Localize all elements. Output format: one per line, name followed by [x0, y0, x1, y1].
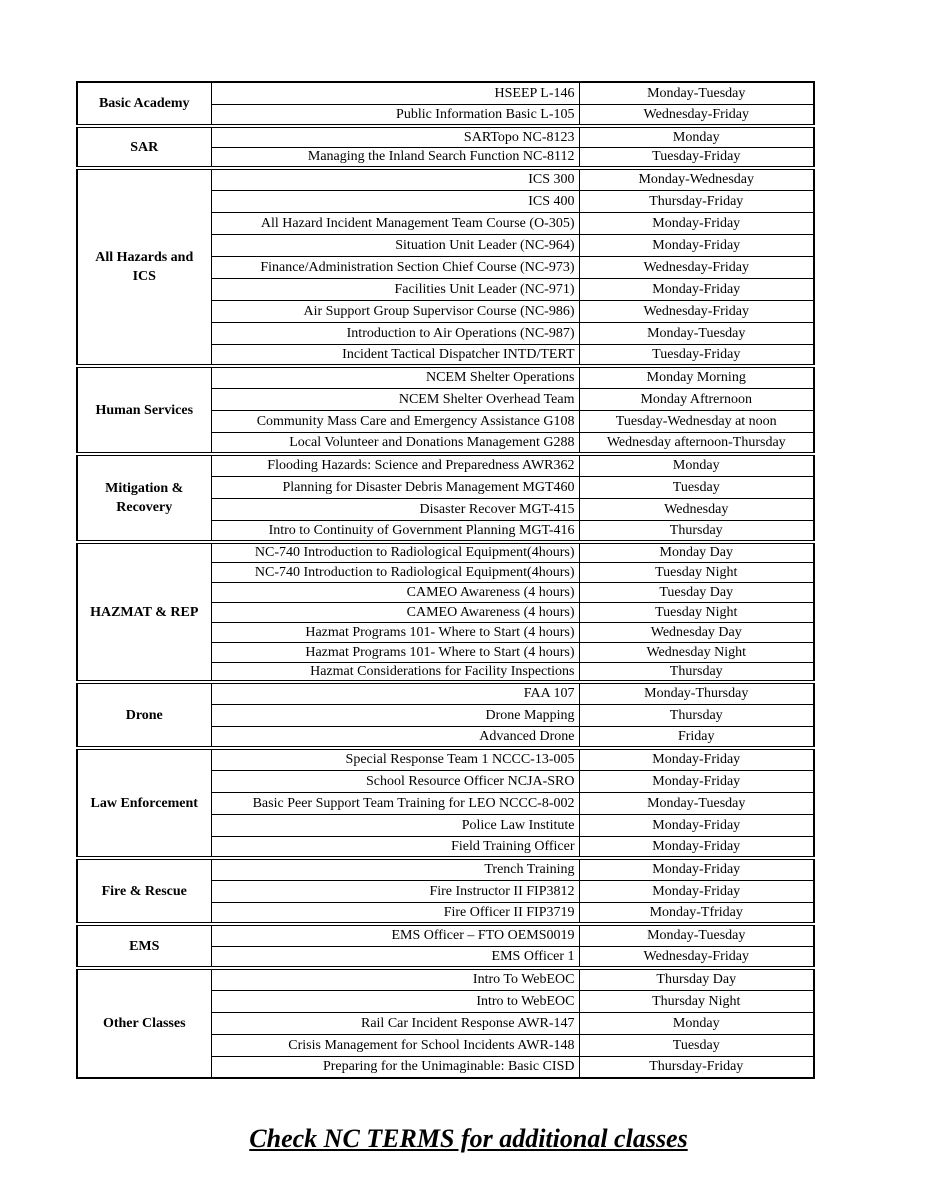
- course-name: NCEM Shelter Operations: [211, 366, 579, 388]
- course-name: Air Support Group Supervisor Course (NC-986): [211, 300, 579, 322]
- course-days: Monday-Tfriday: [579, 902, 814, 924]
- course-name: Managing the Inland Search Function NC-8112: [211, 147, 579, 168]
- course-days: Wednesday-Friday: [579, 946, 814, 968]
- course-days: Monday Day: [579, 542, 814, 562]
- course-name: SARTopo NC-8123: [211, 126, 579, 147]
- course-days: Monday-Friday: [579, 278, 814, 300]
- schedule-row: [77, 682, 814, 704]
- category-ems: EMS: [77, 924, 211, 968]
- course-days: Wednesday Night: [579, 642, 814, 662]
- course-days: Thursday: [579, 520, 814, 542]
- category-fire-rescue: Fire & Rescue: [77, 858, 211, 924]
- category-law-enforcement: Law Enforcement: [77, 748, 211, 858]
- course-name: Hazmat Considerations for Facility Inspections: [211, 662, 579, 682]
- course-days: Thursday Day: [579, 968, 814, 990]
- category-hazmat-rep: HAZMAT & REP: [77, 542, 211, 682]
- course-days: Monday Aftrernoon: [579, 388, 814, 410]
- course-days: Wednesday-Friday: [579, 256, 814, 278]
- course-days: Tuesday Night: [579, 562, 814, 582]
- category-drone: Drone: [77, 682, 211, 748]
- course-name: NC-740 Introduction to Radiological Equipment(4hours): [211, 542, 579, 562]
- course-name: Advanced Drone: [211, 726, 579, 748]
- course-days: Monday-Wednesday: [579, 168, 814, 190]
- course-days: Tuesday: [579, 1034, 814, 1056]
- course-days: Thursday Night: [579, 990, 814, 1012]
- category-human-services: Human Services: [77, 366, 211, 454]
- course-days: Tuesday Night: [579, 602, 814, 622]
- course-days: Monday-Tuesday: [579, 924, 814, 946]
- course-days: Monday-Friday: [579, 212, 814, 234]
- course-days: Wednesday afternoon-Thursday: [579, 432, 814, 454]
- course-days: Tuesday-Friday: [579, 147, 814, 168]
- course-name: Special Response Team 1 NCCC-13-005: [211, 748, 579, 770]
- course-name: EMS Officer – FTO OEMS0019: [211, 924, 579, 946]
- course-days: Monday-Friday: [579, 880, 814, 902]
- course-days: Monday Morning: [579, 366, 814, 388]
- course-days: Wednesday-Friday: [579, 300, 814, 322]
- course-name: Planning for Disaster Debris Management MGT460: [211, 476, 579, 498]
- schedule-row: [77, 542, 814, 562]
- category-mitigation-recovery: Mitigation & Recovery: [77, 454, 211, 542]
- course-name: Police Law Institute: [211, 814, 579, 836]
- course-name: All Hazard Incident Management Team Course (O-305): [211, 212, 579, 234]
- course-days: Wednesday: [579, 498, 814, 520]
- course-days: Thursday: [579, 662, 814, 682]
- category-all-hazards-and-ics: All Hazards and ICS: [77, 168, 211, 366]
- course-days: Monday-Tuesday: [579, 82, 814, 104]
- course-name: Drone Mapping: [211, 704, 579, 726]
- category-other-classes: Other Classes: [77, 968, 211, 1078]
- course-name: Preparing for the Unimaginable: Basic CISD: [211, 1056, 579, 1078]
- course-name: Finance/Administration Section Chief Course (NC-973): [211, 256, 579, 278]
- course-days: Tuesday Day: [579, 582, 814, 602]
- schedule-row: [77, 748, 814, 770]
- course-days: Monday: [579, 126, 814, 147]
- course-days: Monday-Friday: [579, 770, 814, 792]
- course-name: Intro to Continuity of Government Planning MGT-416: [211, 520, 579, 542]
- course-name: Intro To WebEOC: [211, 968, 579, 990]
- course-name: Situation Unit Leader (NC-964): [211, 234, 579, 256]
- course-name: Fire Instructor II FIP3812: [211, 880, 579, 902]
- course-name: Facilities Unit Leader (NC-971): [211, 278, 579, 300]
- course-name: EMS Officer 1: [211, 946, 579, 968]
- course-days: Monday: [579, 1012, 814, 1034]
- training-schedule-table: [76, 81, 815, 1079]
- course-name: School Resource Officer NCJA-SRO: [211, 770, 579, 792]
- schedule-row: [77, 82, 814, 104]
- course-days: Tuesday-Wednesday at noon: [579, 410, 814, 432]
- course-name: Intro to WebEOC: [211, 990, 579, 1012]
- course-days: Thursday-Friday: [579, 1056, 814, 1078]
- course-days: Monday-Friday: [579, 748, 814, 770]
- course-name: Crisis Management for School Incidents AWR-148: [211, 1034, 579, 1056]
- course-name: HSEEP L-146: [211, 82, 579, 104]
- course-name: NC-740 Introduction to Radiological Equipment(4hours): [211, 562, 579, 582]
- schedule-row: [77, 366, 814, 388]
- course-name: Fire Officer II FIP3719: [211, 902, 579, 924]
- course-days: Wednesday-Friday: [579, 104, 814, 126]
- schedule-row: [77, 924, 814, 946]
- course-name: CAMEO Awareness (4 hours): [211, 602, 579, 622]
- schedule-row: [77, 454, 814, 476]
- course-days: Monday: [579, 454, 814, 476]
- course-days: Monday-Friday: [579, 858, 814, 880]
- course-days: Wednesday Day: [579, 622, 814, 642]
- course-name: Hazmat Programs 101- Where to Start (4 hours): [211, 642, 579, 662]
- schedule-row: [77, 126, 814, 147]
- course-days: Tuesday-Friday: [579, 344, 814, 366]
- course-days: Thursday: [579, 704, 814, 726]
- course-name: Community Mass Care and Emergency Assistance G108: [211, 410, 579, 432]
- course-name: Introduction to Air Operations (NC-987): [211, 322, 579, 344]
- category-basic-academy: Basic Academy: [77, 82, 211, 126]
- course-days: Monday-Thursday: [579, 682, 814, 704]
- course-name: ICS 300: [211, 168, 579, 190]
- schedule-row: [77, 858, 814, 880]
- course-name: Incident Tactical Dispatcher INTD/TERT: [211, 344, 579, 366]
- course-days: Monday-Friday: [579, 234, 814, 256]
- course-days: Monday-Tuesday: [579, 322, 814, 344]
- footer-note: Check NC TERMS for additional classes: [249, 1124, 688, 1153]
- course-name: Basic Peer Support Team Training for LEO NCCC-8-002: [211, 792, 579, 814]
- course-name: Trench Training: [211, 858, 579, 880]
- schedule-body: [77, 82, 814, 1078]
- course-name: Rail Car Incident Response AWR-147: [211, 1012, 579, 1034]
- course-name: NCEM Shelter Overhead Team: [211, 388, 579, 410]
- course-name: Flooding Hazards: Science and Preparedness AWR362: [211, 454, 579, 476]
- course-days: Friday: [579, 726, 814, 748]
- course-days: Monday-Tuesday: [579, 792, 814, 814]
- course-days: Monday-Friday: [579, 836, 814, 858]
- course-name: ICS 400: [211, 190, 579, 212]
- schedule-row: [77, 968, 814, 990]
- course-days: Monday-Friday: [579, 814, 814, 836]
- course-name: Public Information Basic L-105: [211, 104, 579, 126]
- schedule-row: [77, 168, 814, 190]
- course-days: Thursday-Friday: [579, 190, 814, 212]
- course-days: Tuesday: [579, 476, 814, 498]
- category-sar: SAR: [77, 126, 211, 168]
- course-name: Local Volunteer and Donations Management G288: [211, 432, 579, 454]
- course-name: FAA 107: [211, 682, 579, 704]
- course-name: Disaster Recover MGT-415: [211, 498, 579, 520]
- course-name: Field Training Officer: [211, 836, 579, 858]
- course-name: Hazmat Programs 101- Where to Start (4 hours): [211, 622, 579, 642]
- course-name: CAMEO Awareness (4 hours): [211, 582, 579, 602]
